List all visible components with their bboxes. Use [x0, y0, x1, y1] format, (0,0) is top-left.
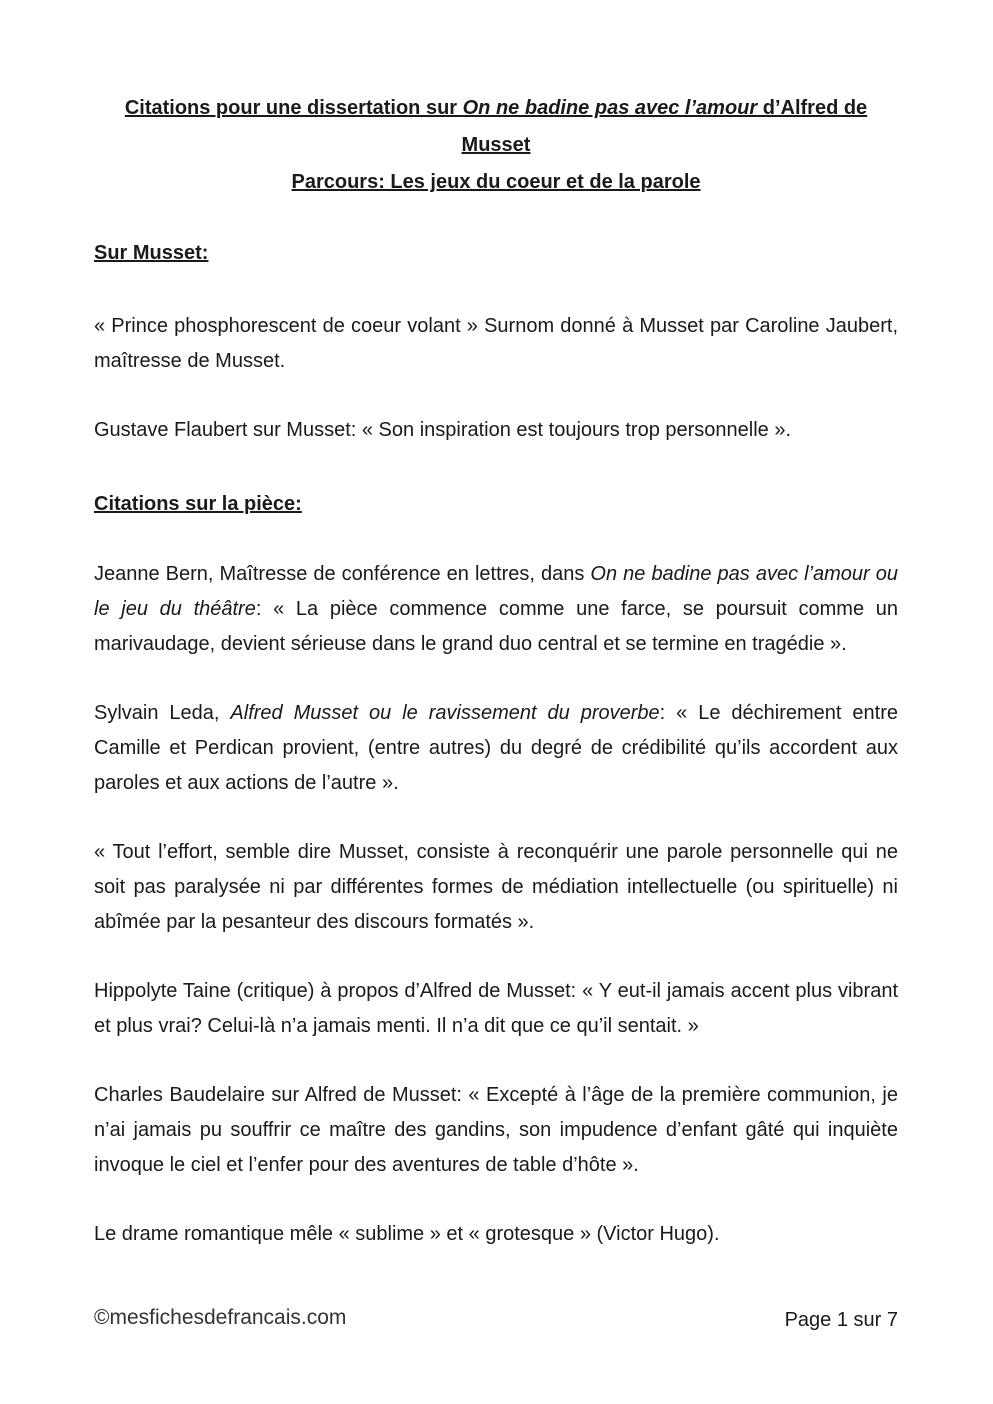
paragraph-8: Le drame romantique mêle « sublime » et « grotesque » (Victor Hugo).	[94, 1223, 720, 1245]
title-play-name: On ne badine pas avec l’amour	[462, 97, 758, 119]
paragraph-3-part-a: Jeanne Bern, Maîtresse de conférence en lettres, dans	[94, 563, 591, 585]
paragraph-6: Hippolyte Taine (critique) à propos d’Alfred de Musset: « Y eut-il jamais accent plus vibrant et plus vrai? Celui-là n’a jamais menti. Il n’a dit que ce qu’il sentait. »	[94, 980, 898, 1037]
section-heading-piece: Citations sur la pièce:	[94, 493, 302, 515]
section-heading-musset: Sur Musset:	[94, 242, 209, 264]
paragraph-4-book-title: Alfred Musset ou le ravissement du proverbe	[230, 702, 660, 724]
document-title	[94, 90, 898, 201]
paragraph-5: « Tout l’effort, semble dire Musset, consiste à reconquérir une parole personnelle qui ne soit pas paralysée ni par différentes formes de médiation intellectuelle (ou spirituelle) ni abîmée par la pesanteur des discours formatés ».	[94, 841, 898, 933]
title-part-3: d’Alfred de	[757, 97, 868, 119]
paragraph-3	[94, 557, 898, 661]
title-line-2: Musset	[461, 134, 531, 156]
paragraph-3-book-title: On ne badine pas avec l’amour ou le jeu du théâtre	[94, 563, 898, 620]
paragraph-3-part-c: : « La pièce commence comme une farce, se poursuit comme un marivaudage, devient sérieuse dans le grand duo central et se termine en tragédie ».	[94, 597, 899, 655]
title-line-1	[94, 90, 898, 127]
paragraph-4	[94, 696, 898, 800]
paragraph-4-part-c: : « Le déchirement entre Camille et Perdican provient, (entre autres) du degré de crédibilité qu’ils accordent aux paroles et aux actions de l’autre ».	[94, 702, 899, 794]
paragraph-1: « Prince phosphorescent de coeur volant » Surnom donné à Musset par Caroline Jaubert, maîtresse de Musset.	[94, 315, 898, 372]
title-part-1: Citations pour une dissertation sur	[124, 97, 463, 119]
title-line-3: Parcours: Les jeux du coeur et de la parole	[291, 171, 701, 193]
paragraph-2: Gustave Flaubert sur Musset: « Son inspiration est toujours trop personnelle ».	[94, 419, 792, 441]
paragraph-4-part-a: Sylvain Leda,	[94, 702, 231, 724]
paragraph-7: Charles Baudelaire sur Alfred de Musset: « Excepté à l’âge de la première communion, je n’ai jamais pu souffrir ce maître des gandins, son impudence d’enfant gâté qui inquiète invoque le ciel et l’enfer pour des aventures de table d’hôte ».	[94, 1084, 898, 1176]
footer-page-number: Page 1 sur 7	[784, 1309, 898, 1331]
footer-site: ©mesfichesdefrancais.com	[94, 1306, 347, 1329]
